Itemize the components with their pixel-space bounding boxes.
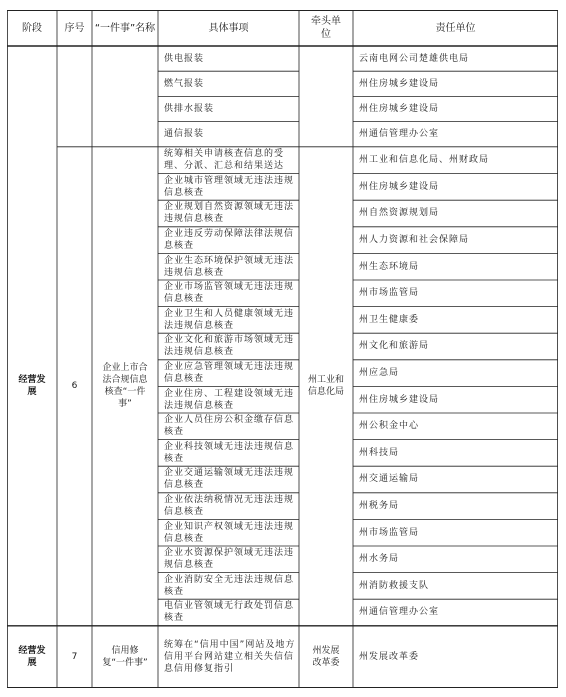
group-b-responsible-unit: 州科技局 — [359, 447, 400, 458]
group-b-responsible-unit: 州通信管理办公室 — [359, 607, 440, 618]
group-b-responsible-unit: 州应急局 — [359, 368, 400, 379]
group-b-responsible-unit: 州人力资源和社会保障局 — [359, 235, 470, 246]
group-a-item-row: 供电报装 — [164, 53, 205, 64]
group-b-item-row: 企业规划自然资源领域无违法违规信息核查 — [164, 202, 295, 225]
seq-6: 6 — [71, 381, 78, 392]
group-c-item-row: 统筹在“信用中国”网站及地方信用平台网站建立相关失信信息信用修复指引 — [164, 640, 296, 674]
group-a-item-row: 通信报装 — [164, 129, 205, 140]
group-b-responsible-unit: 州住房城乡建设局 — [359, 181, 440, 192]
header-lead-unit: 牵头单位 — [311, 16, 341, 40]
one-thing-name-credit-repair: 信用修复“一件事” — [102, 646, 148, 668]
header-responsible-unit: 责任单位 — [435, 22, 476, 34]
group-b-item-row: 企业人员住房公积金缴存信息核查 — [164, 415, 295, 438]
group-b-item-row: 企业科技领域无违法违规信息核查 — [164, 441, 295, 464]
lead-unit-industry-it: 州工业和信息化局 — [307, 375, 344, 398]
lead-unit-development-reform: 州发展改革委 — [312, 646, 340, 668]
group-b-responsible-unit: 州市场监管局 — [359, 527, 420, 538]
seq-7: 7 — [71, 652, 78, 662]
group-b-responsible-unit: 州消防救援支队 — [359, 580, 430, 591]
group-a-responsible-unit: 云南电网公司楚雄供电局 — [359, 53, 470, 64]
group-b-item-row: 企业文化和旅游市场领域无违法违规信息核查 — [164, 335, 295, 358]
group-b-responsible-unit: 州税务局 — [359, 501, 400, 512]
group-b-item-row: 企业城市管理领域无违法违规信息核查 — [164, 175, 295, 198]
group-b-item-row: 企业水资源保护领域无违法违规信息核查 — [164, 548, 295, 571]
group-b-responsible-unit: 州生态环境局 — [359, 261, 420, 272]
group-b-responsible-unit: 州交通运输局 — [359, 474, 420, 485]
group-a-item-row: 燃气报装 — [164, 78, 205, 89]
group-b-item-row: 企业违反劳动保障法律法规信息核查 — [164, 229, 295, 252]
group-b-item-row: 企业交通运输领域无违法违规信息核查 — [164, 468, 295, 491]
group-b-responsible-unit: 州市场监管局 — [359, 288, 420, 299]
group-a-responsible-unit: 州通信管理办公室 — [359, 129, 440, 140]
header-seq: 序号 — [64, 22, 85, 34]
group-b-item-row: 企业住房、工程建设领域无违法违规信息核查 — [164, 388, 295, 411]
policy-table — [7, 10, 558, 688]
group-b-item-row: 统筹相关申请核查信息的受理、分派、汇总和结果送达 — [164, 149, 285, 172]
group-b-responsible-unit: 州卫生健康委 — [359, 314, 420, 325]
one-thing-name-listing-verification: 企业上市合法合规信息核查“一件事” — [102, 363, 148, 410]
group-b-item-row: 企业消防安全无违法违规信息核查 — [164, 574, 295, 597]
group-b-item-row: 电信业管领域无行政处罚信息核查 — [164, 601, 295, 624]
header-stage: 阶段 — [22, 22, 42, 34]
group-c-responsible-unit: 州发展改革委 — [359, 652, 420, 662]
stage-business-development: 经营发展 — [18, 375, 46, 398]
group-b-responsible-unit: 州公积金中心 — [359, 421, 420, 432]
group-a-item-row: 供排水报装 — [164, 103, 215, 114]
header-item: 具体事项 — [208, 22, 249, 34]
group-b-item-row: 企业卫生和人员健康领域无违法违规信息核查 — [164, 308, 295, 331]
group-a-responsible-unit: 州住房城乡建设局 — [359, 103, 440, 114]
group-b-responsible-unit: 州工业和信息化局、州财政局 — [359, 155, 490, 166]
header-one-thing-name: “一件事”名称 — [94, 22, 156, 34]
group-b-responsible-unit: 州自然资源规划局 — [359, 208, 440, 219]
group-b-item-row: 企业知识产权领域无违法违规信息核查 — [164, 521, 295, 544]
group-a-responsible-unit: 州住房城乡建设局 — [359, 78, 440, 89]
group-b-item-row: 企业应急管理领域无违法违规信息核查 — [164, 362, 295, 385]
group-b-responsible-unit: 州水务局 — [359, 554, 400, 565]
group-b-responsible-unit: 州文化和旅游局 — [359, 341, 430, 352]
stage-business-development-2: 经营发展 — [18, 646, 46, 668]
group-b-responsible-unit: 州住房城乡建设局 — [359, 394, 440, 405]
group-b-item-row: 企业生态环境保护领域无违法违规信息核查 — [164, 255, 295, 278]
group-b-item-row: 企业市场监管领域无违法违规信息核查 — [164, 282, 295, 305]
group-b-item-row: 企业依法纳税情况无违法违规信息核查 — [164, 495, 295, 518]
